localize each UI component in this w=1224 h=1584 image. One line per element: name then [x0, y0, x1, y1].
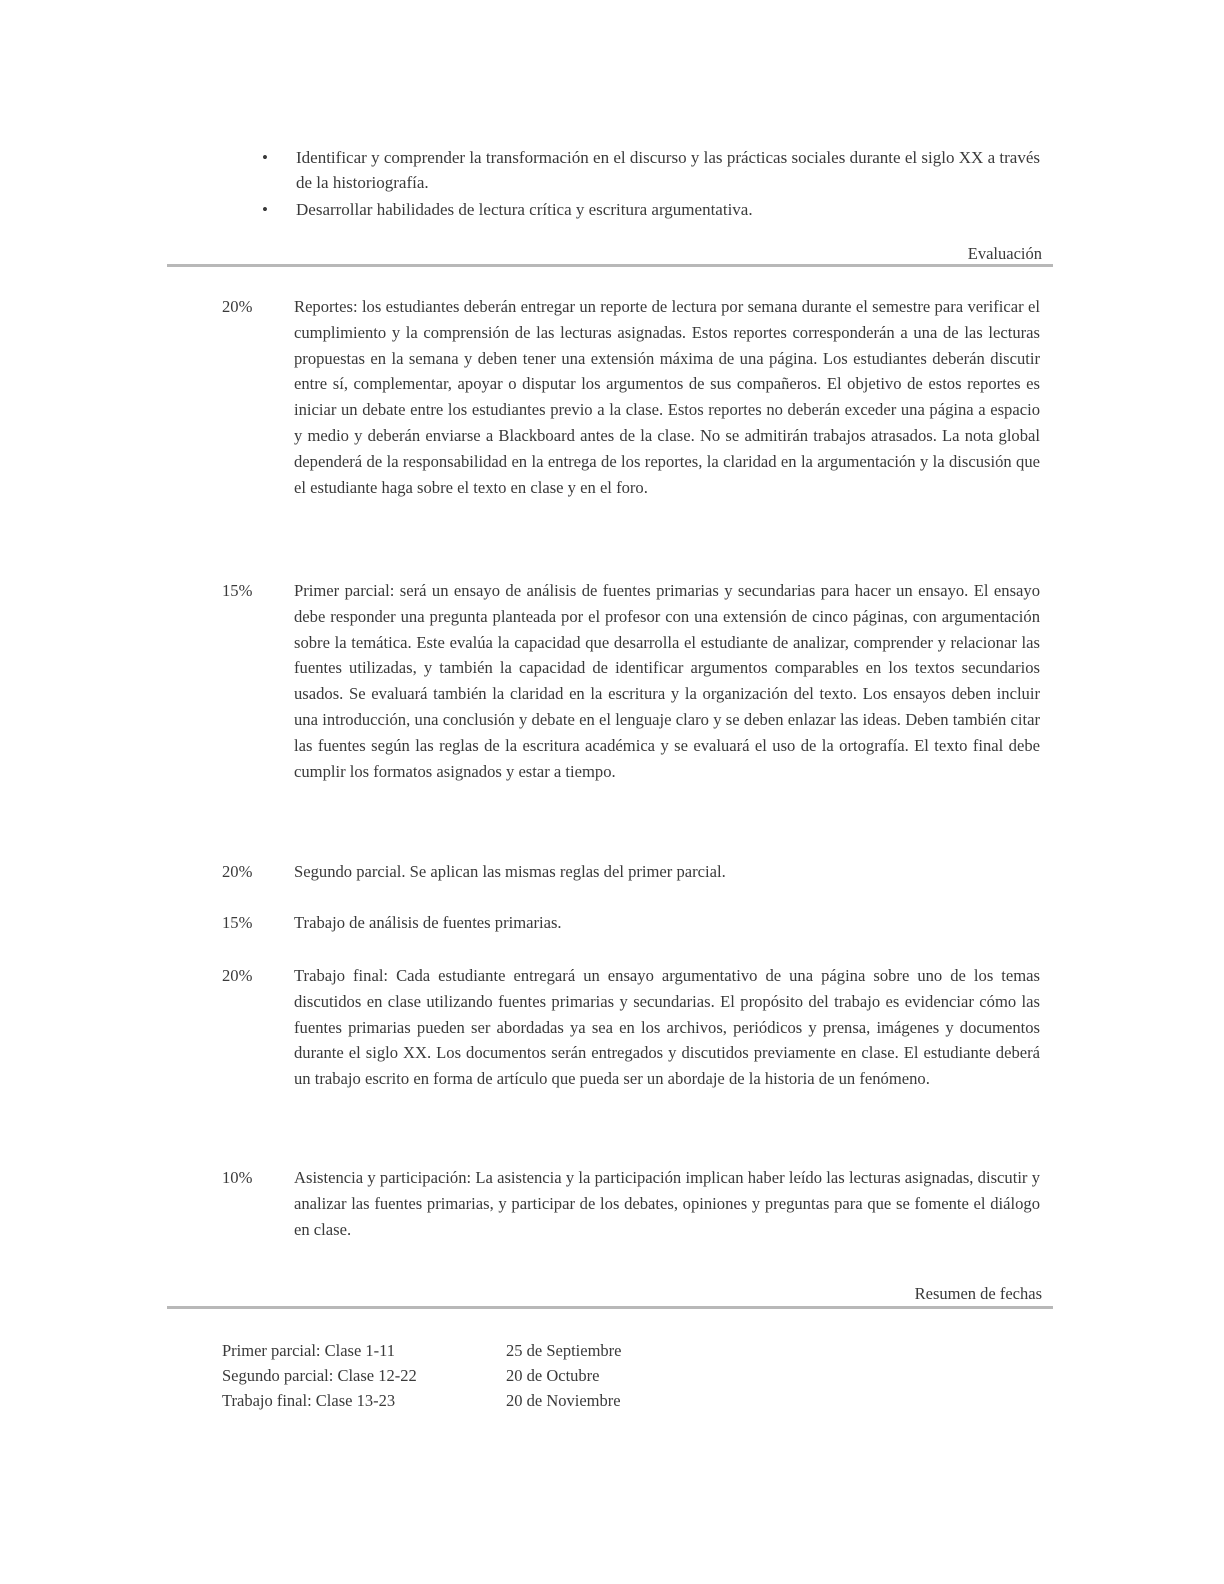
objective-text: Desarrollar habilidades de lectura crítica y escritura argumentativa.: [296, 200, 753, 219]
evaluation-divider: [167, 264, 1053, 267]
schedule-row: [222, 1363, 621, 1388]
schedule-date: 25 de Septiembre: [506, 1341, 622, 1360]
schedule-label: Primer parcial: Clase 1-11: [222, 1341, 396, 1360]
evaluation-percent: 15%: [222, 581, 253, 600]
bullet-icon: •: [262, 148, 268, 167]
schedule-label: Trabajo final: Clase 13-23: [222, 1391, 396, 1410]
evaluation-heading: Evaluación: [967, 244, 1042, 263]
evaluation-item: [222, 578, 1040, 784]
evaluation-percent: 20%: [222, 966, 253, 985]
schedule-divider: [167, 1306, 1053, 1309]
evaluation-description: Asistencia y participación: La asistencia y la participación implican haber leído las lecturas asignadas, discutir y analizar las fuentes primarias, y participar de los debates, opiniones y preguntas para que se fomente el diálogo en clase.: [294, 1168, 1040, 1239]
schedule-heading: Resumen de fechas: [914, 1284, 1042, 1303]
evaluation-item: [222, 1165, 1040, 1242]
evaluation-description: Segundo parcial. Se aplican las mismas reglas del primer parcial.: [294, 862, 726, 881]
evaluation-description: Primer parcial: será un ensayo de análisis de fuentes primarias y secundarias para hacer un ensayo. El ensayo debe responder una pregunta planteada por el profesor con una extensión de cinco páginas, con argumentación sobre la temática. Este evalúa la capacidad que desarrolla el estudiante de analizar, comprender y relacionar las fuentes utilizadas, y también la capacidad de identificar argumentos comparables en los textos secundarios usados. Se evaluará también la claridad en la escritura y la organización del texto. Los ensayos deben incluir una introducción, una conclusión y debate en el lenguaje claro y se deben enlazar las ideas. Deben también citar las fuentes según las reglas de la escritura académica y se evaluará el uso de la ortografía. El texto final debe cumplir los formatos asignados y estar a tiempo.: [294, 581, 1040, 781]
evaluation-item: [222, 859, 1040, 885]
evaluation-description: Trabajo final: Cada estudiante entregará un ensayo argumentativo de una página sobre uno de los temas discutidos en clase utilizando fuentes primarias y secundarias. El propósito del trabajo es evidenciar cómo las fuentes primarias pueden ser abordadas ya sea en los archivos, periódicos y prensa, imágenes y documentos durante el siglo XX. Los documentos serán entregados y discutidos previamente en clase. El estudiante deberá un trabajo escrito en forma de artículo que pueda ser un abordaje de la historia de un fenómeno.: [294, 966, 1040, 1089]
objectives-list: [262, 145, 1040, 222]
schedule-row: [222, 1388, 621, 1413]
evaluation-description: Trabajo de análisis de fuentes primarias.: [294, 913, 562, 932]
evaluation-item: [222, 963, 1040, 1092]
evaluation-item: [222, 294, 1040, 500]
evaluation-percent: 20%: [222, 297, 253, 316]
evaluation-percent: 15%: [222, 913, 253, 932]
schedule-table: [222, 1338, 621, 1413]
schedule-row: [222, 1338, 621, 1363]
schedule-date: 20 de Noviembre: [506, 1391, 621, 1410]
evaluation-item: [222, 910, 1040, 936]
objective-text: Identificar y comprender la transformación en el discurso y las prácticas sociales durante el siglo XX a través de la historiografía.: [296, 148, 1040, 192]
schedule-label: Segundo parcial: Clase 12-22: [222, 1366, 417, 1385]
evaluation-percent: 10%: [222, 1168, 253, 1187]
bullet-icon: •: [262, 200, 268, 219]
objective-item: [262, 145, 1040, 195]
evaluation-percent: 20%: [222, 862, 253, 881]
objective-item: [262, 197, 1040, 222]
schedule-date: 20 de Octubre: [506, 1366, 600, 1385]
evaluation-description: Reportes: los estudiantes deberán entregar un reporte de lectura por semana durante el semestre para verificar el cumplimiento y la comprensión de las lecturas asignadas. Estos reportes corresponderán a una de las lecturas propuestas en la semana y deben tener una extensión máxima de una página. Los estudiantes deberán discutir entre sí, complementar, apoyar o disputar los argumentos de sus compañeros. El objetivo de estos reportes es iniciar un debate entre los estudiantes previo a la clase. Estos reportes no deberán exceder una página a espacio y medio y deberán enviarse a Blackboard antes de la clase. No se admitirán trabajos atrasados. La nota global dependerá de la responsabilidad en la entrega de los reportes, la claridad en la argumentación y la discusión que el estudiante haga sobre el texto en clase y en el foro.: [294, 297, 1040, 497]
